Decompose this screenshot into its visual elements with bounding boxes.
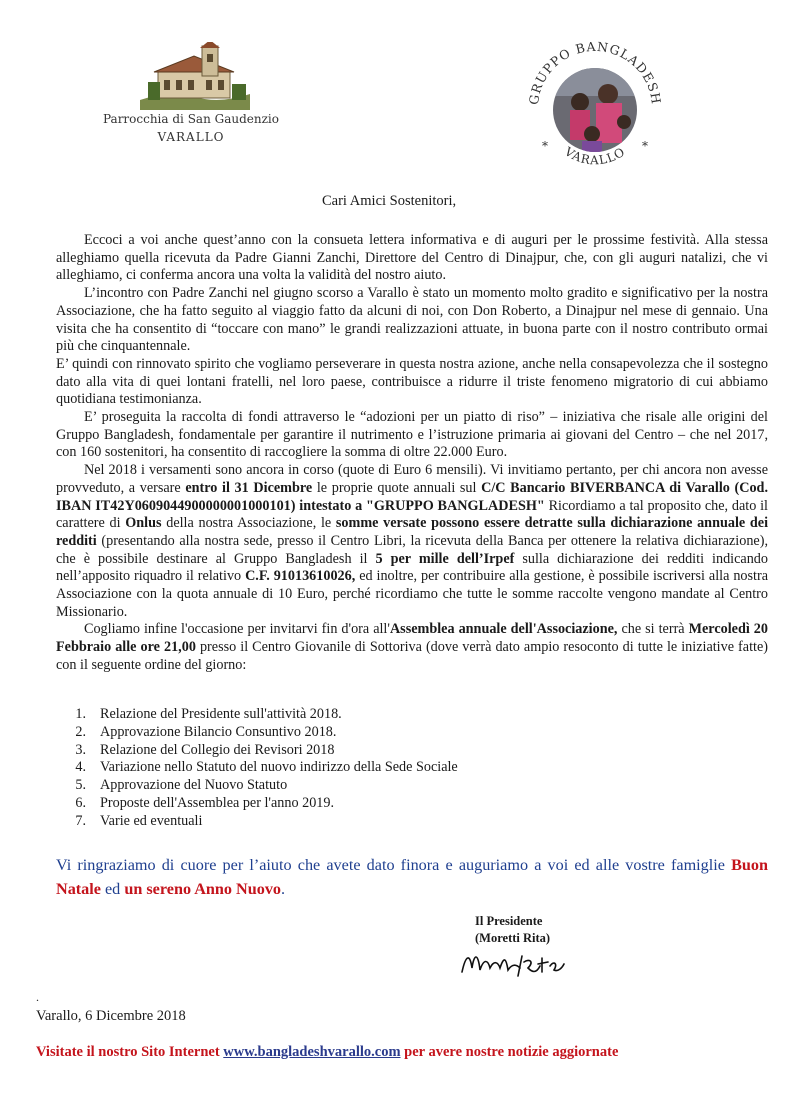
p5-text-5: (presentando alla nostra sede, presso il Centro Libri, la ricevuta della Banca per ottenere la relativa dichiarazione), che è possibile destinare al Gruppo Bangladesh il [56, 532, 768, 567]
footer-text-1: Visitate il nostro Sito Internet [36, 1044, 224, 1060]
parish-name: Parrocchia di San Gaudenzio [103, 112, 279, 126]
paragraph-3: E’ quindi con rinnovato spirito che vogliamo perseverare in questa nostra azione, anche nella consapevolezza che il sostegno dato alla vita di quei lontani fratelli, nel loro paese, contribuisce a ridurre il triste fenomeno migratorio di cui abbiamo quotidiana testimonianza. [56, 355, 768, 408]
list-item [56, 777, 516, 795]
p6-date-time: Mercoledì 20 Febbraio alle ore 21,00 [56, 621, 768, 656]
list-item [56, 742, 516, 760]
p5-tax-code: C.F. 91013610026, [245, 568, 356, 585]
p6-assembly: Assemblea annuale dell'Associazione, [389, 621, 618, 638]
thanks-text-3: . [281, 880, 286, 898]
p5-five-per-mille: 5 per mille dell’Irpef [375, 550, 515, 567]
list-item [56, 759, 516, 777]
paragraph-4: E’ proseguita la raccolta di fondi attraverso le “adozioni per un piatto di riso” – iniziativa che risale alle origini del Gruppo Bangladesh, fondamentale per garantire il nutrimento e l’istruzione primaria ai giovani del Centro – che nel 2017, con 160 sostenitori, ha consentito di raccogliere la somma di oltre 22.000 Euro. [56, 409, 768, 461]
p5-text-4: della nostra Associazione, le [161, 515, 336, 532]
paragraph-6 [56, 621, 768, 674]
p5-deduction: somme versate possono essere detratte sulla dichiarazione annuale dei redditi [56, 515, 769, 549]
parish-town: VARALLO [157, 130, 225, 144]
list-number: 4. [75, 759, 86, 776]
handwritten-signature [458, 946, 568, 980]
list-item [56, 795, 516, 813]
list-number: 7. [75, 812, 86, 829]
agenda-list [56, 706, 516, 831]
p5-deadline: entro il 31 Dicembre [185, 479, 313, 496]
salutation: Cari Amici Sostenitori, [322, 193, 457, 209]
list-text: Variazione nello Statuto del nuovo indirizzo della Sede Sociale [100, 759, 458, 776]
paragraph-1: Eccoci a voi anche quest’anno con la consueta lettera informativa e di auguri per le prossime festività. Alla stessa alleghiamo quella ricevuta da Padre Gianni Zanchi, Direttore del Centro di Dinajpur, che, con gli auguri natalizi, che vi alleghiamo, ci conferma ancora una volta la validità del nostro aiuto. [56, 232, 768, 284]
list-number: 5. [75, 777, 86, 794]
p6-text-3: presso il Centro Giovanile di Sottoriva (dove verrà dato ampio resoconto di tutte le iniziative fatte) con il seguente ordine del giorno: [56, 639, 768, 673]
p5-text-1: Nel 2018 i versamenti sono ancora in corso (quote di Euro 6 mensili). Vi invitiamo pertanto, per chi ancora non avesse provveduto, a versare [56, 462, 768, 496]
group-name-arc: GRUPPO BANGLADESH [525, 38, 665, 106]
p5-bank-account: C/C Bancario BIVERBANCA di Varallo (Cod. IBAN IT42Y0609044900000001000101) intestato a "GRUPPO BANGLADESH" [56, 479, 768, 514]
dot-mark: . [36, 990, 39, 1004]
signature-block [475, 913, 605, 947]
president-name: (Moretti Rita) [475, 931, 551, 945]
p6-text-1: Cogliamo infine l'occasione per invitarvi fin d'ora all' [84, 621, 390, 638]
list-item [56, 706, 516, 724]
thanks-text-1: Vi ringraziamo di cuore per l’aiuto che avete dato finora e auguriamo a voi ed alle vostre famiglie [56, 856, 732, 874]
p5-text-3: Ricordiamo a tal proposito che, dato il carattere di [56, 497, 768, 532]
list-text: Varie ed eventuali [100, 812, 203, 829]
list-number: 1. [75, 706, 86, 722]
list-item [56, 813, 516, 831]
star-right: * [642, 139, 648, 153]
list-number: 3. [75, 741, 86, 758]
list-text: Proposte dell'Assemblea per l'anno 2019. [100, 794, 335, 811]
letter-body [56, 232, 768, 675]
buon-natale: Buon Natale [56, 856, 768, 898]
footer-text-2: per avere nostre notizie aggiornate [400, 1044, 619, 1060]
star-left: * [542, 139, 548, 153]
list-number: 2. [75, 723, 86, 740]
place-date: Varallo, 6 Dicembre 2018 [36, 1008, 186, 1024]
p5-text-2: le proprie quote annuali sul [312, 479, 482, 496]
paragraph-2: L’incontro con Padre Zanchi nel giugno scorso a Varallo è stato un momento molto gradito e significativo per la nostra Associazione, che ha fatto seguito al viaggio fatto da alcuni di noi, con Don Roberto, a Dinajpur nel mese di gennaio. Una visita che ha consentito di “toccare con mano” le grandi realizzazioni attuate, in buona parte con il nostro contributo ormai più che cinquantennale. [56, 285, 768, 355]
children-photo [550, 66, 640, 157]
parish-logo [100, 42, 280, 152]
list-text: Relazione del Presidente sull'attività 2018. [100, 706, 342, 722]
anno-nuovo: un sereno Anno Nuovo [124, 880, 282, 898]
list-text: Approvazione del Nuovo Statuto [100, 777, 288, 794]
group-town-arc: VARALLO [562, 144, 628, 168]
group-logo [520, 38, 670, 170]
website-link[interactable]: www.bangladeshvarallo.com [223, 1044, 401, 1060]
closing-wishes [56, 853, 768, 901]
church-illustration [140, 42, 250, 110]
p6-text-2: che si terrà [617, 621, 689, 638]
thanks-text-2: ed [100, 880, 125, 898]
p5-onlus: Onlus [125, 515, 162, 532]
list-number: 6. [75, 794, 86, 811]
p5-text-6: sulla dichiarazione dei redditi indicando nell’apposito riquadro il relativo [56, 550, 768, 585]
list-text: Relazione del Collegio dei Revisori 2018 [100, 741, 335, 758]
footer-note [36, 1044, 776, 1061]
president-role: Il Presidente [475, 914, 543, 928]
list-text: Approvazione Bilancio Consuntivo 2018. [100, 723, 337, 740]
paragraph-5 [56, 462, 768, 621]
p5-text-7: ed inoltre, per contribuire alla gestione, è possibile iscriversi alla nostra Associazione con la quota annuale di 10 Euro, perché ricordiamo che tutte le somme raccolte vengono mandate al Centro Missionario. [56, 568, 768, 620]
list-item [56, 724, 516, 742]
